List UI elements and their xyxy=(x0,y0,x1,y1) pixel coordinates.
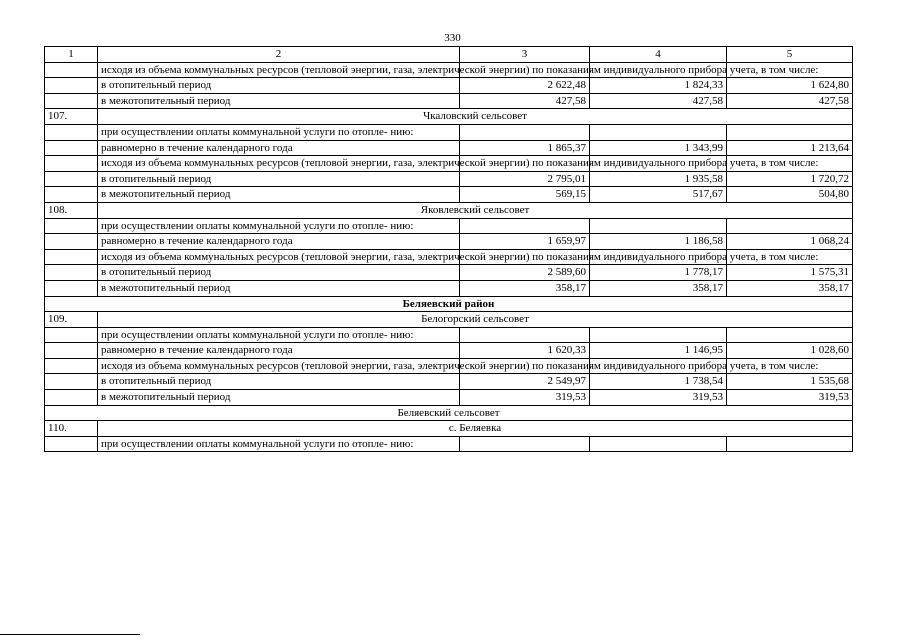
section-row xyxy=(45,421,853,437)
row-number-cell xyxy=(45,327,98,343)
row-label-cell: в межотопительный период xyxy=(98,187,460,203)
value-col3-cell: 358,17 xyxy=(460,280,590,296)
district-title-cell: Беляевский район xyxy=(45,296,853,312)
value-col5-cell: 427,58 xyxy=(727,93,853,109)
value-col4-cell: 517,67 xyxy=(590,187,727,203)
table-row xyxy=(45,358,853,374)
row-label-cell: равномерно в течение календарного года xyxy=(98,140,460,156)
row-number-cell xyxy=(45,140,98,156)
row-number-cell xyxy=(45,156,98,172)
header-row xyxy=(45,47,853,63)
table-row xyxy=(45,62,853,78)
table-row xyxy=(45,280,853,296)
row-number-cell xyxy=(45,374,98,390)
row-number-cell xyxy=(45,78,98,94)
row-label-cell: в отопительный период xyxy=(98,171,460,187)
header-cell-2: 2 xyxy=(98,47,460,63)
value-col3-cell: 1 865,37 xyxy=(460,140,590,156)
value-col5-cell xyxy=(727,436,853,452)
row-label-cell: при осуществлении оплаты коммунальной услуги по отопле- нию: xyxy=(98,327,460,343)
subsection-row xyxy=(45,405,853,421)
table-row xyxy=(45,124,853,140)
value-col4-cell xyxy=(590,327,727,343)
value-col5-cell xyxy=(727,218,853,234)
value-col3-cell: 569,15 xyxy=(460,187,590,203)
row-label-cell: исходя из объема коммунальных ресурсов (тепловой энергии, газа, электрической энергии) по показаниям индивидуального прибора учета, в том числе: xyxy=(98,358,460,374)
section-title-cell: Чкаловский сельсовет xyxy=(98,109,853,125)
row-label-cell: в межотопительный период xyxy=(98,390,460,406)
row-number-cell xyxy=(45,436,98,452)
value-col5-cell: 1 028,60 xyxy=(727,343,853,359)
table-row xyxy=(45,140,853,156)
value-col5-cell: 1 720,72 xyxy=(727,171,853,187)
row-label-cell: исходя из объема коммунальных ресурсов (тепловой энергии, газа, электрической энергии) по показаниям индивидуального прибора учета, в том числе: xyxy=(98,62,460,78)
value-col5-cell: 1 624,80 xyxy=(727,78,853,94)
value-col3-cell: 2 622,48 xyxy=(460,78,590,94)
row-number-cell xyxy=(45,358,98,374)
row-number-cell xyxy=(45,249,98,265)
section-title-cell: Белогорский сельсовет xyxy=(98,312,853,328)
header-cell-3: 3 xyxy=(460,47,590,63)
section-title-cell: с. Беляевка xyxy=(98,421,853,437)
table-row xyxy=(45,327,853,343)
value-col4-cell: 1 343,99 xyxy=(590,140,727,156)
value-col3-cell: 2 795,01 xyxy=(460,171,590,187)
value-col4-cell: 1 824,33 xyxy=(590,78,727,94)
row-number-cell xyxy=(45,218,98,234)
value-col5-cell: 319,53 xyxy=(727,390,853,406)
section-row xyxy=(45,312,853,328)
table-row xyxy=(45,265,853,281)
table-row xyxy=(45,436,853,452)
value-col3-cell: 319,53 xyxy=(460,390,590,406)
value-col4-cell xyxy=(590,124,727,140)
row-label-cell: при осуществлении оплаты коммунальной услуги по отопле- нию: xyxy=(98,436,460,452)
row-label-cell: в отопительный период xyxy=(98,78,460,94)
value-col3-cell xyxy=(460,218,590,234)
row-number-cell xyxy=(45,93,98,109)
row-label-cell: равномерно в течение календарного года xyxy=(98,343,460,359)
row-label-cell: в отопительный период xyxy=(98,374,460,390)
row-label-cell: при осуществлении оплаты коммунальной услуги по отопле- нию: xyxy=(98,218,460,234)
table-row xyxy=(45,343,853,359)
table-body xyxy=(45,47,853,452)
section-row xyxy=(45,202,853,218)
row-number-cell: 110. xyxy=(45,421,98,437)
table-row xyxy=(45,93,853,109)
value-col4-cell: 427,58 xyxy=(590,93,727,109)
row-number-cell: 108. xyxy=(45,202,98,218)
value-col5-cell xyxy=(727,327,853,343)
section-row xyxy=(45,109,853,125)
value-col4-cell: 1 186,58 xyxy=(590,234,727,250)
table-row xyxy=(45,234,853,250)
value-col5-cell: 358,17 xyxy=(727,280,853,296)
header-cell-4: 4 xyxy=(590,47,727,63)
table-row xyxy=(45,156,853,172)
row-label-cell: исходя из объема коммунальных ресурсов (тепловой энергии, газа, электрической энергии) по показаниям индивидуального прибора учета, в том числе: xyxy=(98,156,460,172)
value-col4-cell xyxy=(590,218,727,234)
value-col5-cell: 504,80 xyxy=(727,187,853,203)
tariff-table xyxy=(44,46,853,452)
value-col3-cell xyxy=(460,327,590,343)
row-label-cell: при осуществлении оплаты коммунальной услуги по отопле- нию: xyxy=(98,124,460,140)
value-col3-cell: 427,58 xyxy=(460,93,590,109)
page-number: 330 xyxy=(444,32,461,44)
row-label-cell: в отопительный период xyxy=(98,265,460,281)
row-number-cell xyxy=(45,171,98,187)
table-row xyxy=(45,187,853,203)
value-col4-cell: 1 146,95 xyxy=(590,343,727,359)
row-number-cell xyxy=(45,124,98,140)
table-row xyxy=(45,171,853,187)
value-col3-cell: 2 589,60 xyxy=(460,265,590,281)
value-col4-cell: 1 778,17 xyxy=(590,265,727,281)
value-col4-cell: 319,53 xyxy=(590,390,727,406)
value-col3-cell: 1 620,33 xyxy=(460,343,590,359)
table-row xyxy=(45,218,853,234)
section-title-cell: Яковлевский сельсовет xyxy=(98,202,853,218)
row-label-cell: равномерно в течение календарного года xyxy=(98,234,460,250)
value-col4-cell: 1 738,54 xyxy=(590,374,727,390)
row-label-cell: в межотопительный период xyxy=(98,280,460,296)
row-label-cell: исходя из объема коммунальных ресурсов (тепловой энергии, газа, электрической энергии) по показаниям индивидуального прибора учета, в том числе: xyxy=(98,249,460,265)
row-number-cell: 109. xyxy=(45,312,98,328)
value-col4-cell: 1 935,58 xyxy=(590,171,727,187)
value-col3-cell: 1 659,97 xyxy=(460,234,590,250)
header-cell-1: 1 xyxy=(45,47,98,63)
value-col5-cell: 1 575,31 xyxy=(727,265,853,281)
subsection-title-cell: Беляевский сельсовет xyxy=(45,405,853,421)
row-number-cell xyxy=(45,234,98,250)
value-col4-cell xyxy=(590,436,727,452)
row-number-cell xyxy=(45,187,98,203)
value-col5-cell: 1 535,68 xyxy=(727,374,853,390)
table-row xyxy=(45,374,853,390)
header-cell-5: 5 xyxy=(727,47,853,63)
value-col5-cell: 1 213,64 xyxy=(727,140,853,156)
row-number-cell xyxy=(45,390,98,406)
footnote-separator xyxy=(0,634,140,635)
row-number-cell xyxy=(45,62,98,78)
table-row xyxy=(45,78,853,94)
value-col3-cell: 2 549,97 xyxy=(460,374,590,390)
table-row xyxy=(45,249,853,265)
row-number-cell xyxy=(45,265,98,281)
value-col3-cell xyxy=(460,124,590,140)
row-number-cell xyxy=(45,280,98,296)
row-label-cell: в межотопительный период xyxy=(98,93,460,109)
value-col4-cell: 358,17 xyxy=(590,280,727,296)
value-col5-cell xyxy=(727,124,853,140)
table-row xyxy=(45,390,853,406)
row-number-cell xyxy=(45,343,98,359)
value-col5-cell: 1 068,24 xyxy=(727,234,853,250)
district-row xyxy=(45,296,853,312)
row-number-cell: 107. xyxy=(45,109,98,125)
value-col3-cell xyxy=(460,436,590,452)
